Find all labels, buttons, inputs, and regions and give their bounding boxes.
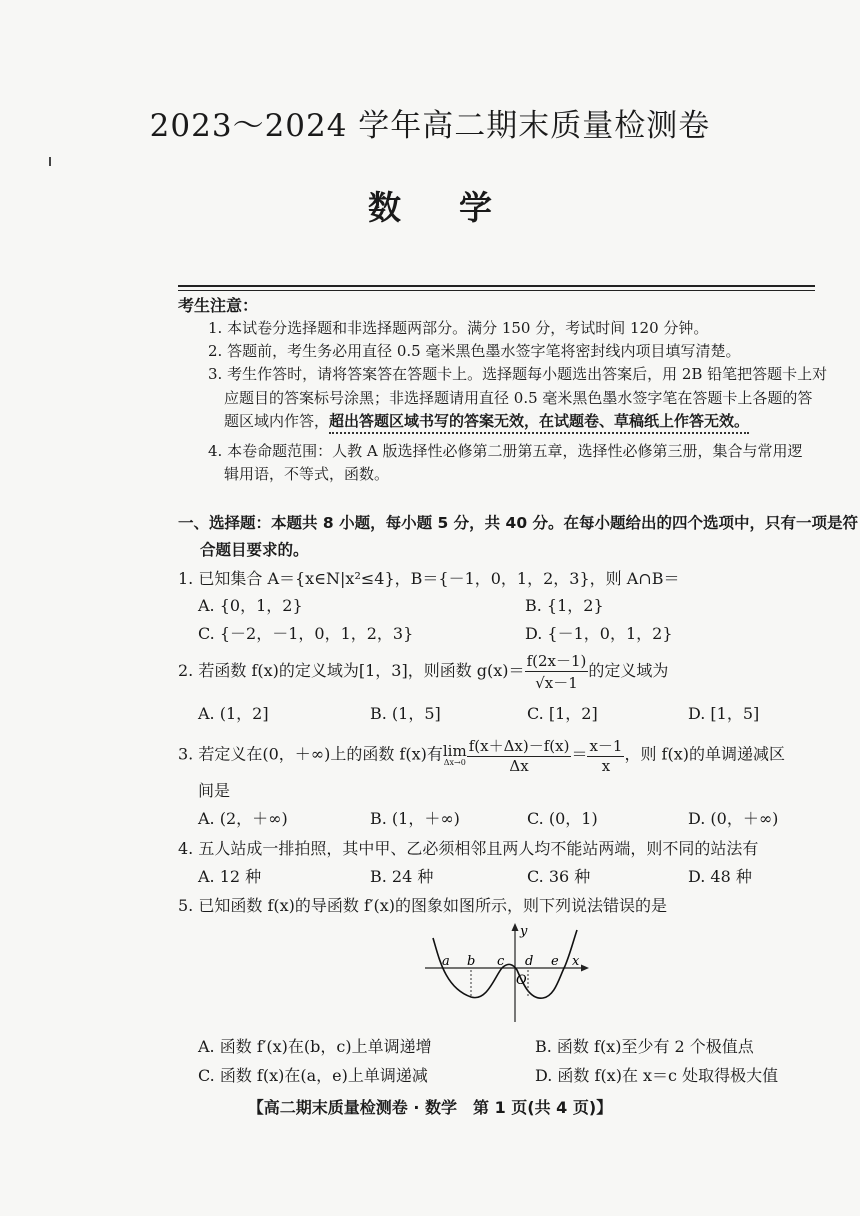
header-rule [178, 285, 815, 287]
notice-item-3-line3-text: 题区域内作答， [224, 412, 330, 430]
q5-option-d: D. 函数 f(x)在 x＝c 处取得极大值 [535, 1066, 779, 1085]
q1-option-d: D. {－1，0，1，2} [525, 624, 673, 643]
q2-frac-num: f(2x－1) [526, 652, 587, 670]
notice-item-3-line2: 应题目的答案标号涂黑；非选择题请用直径 0.5 毫米黑色墨水签字笔在答题卡上各题的答 [224, 389, 813, 407]
q3-limit [442, 741, 467, 767]
q2-option-b: B. (1，5] [370, 704, 441, 723]
q3-stem-cont: 间是 [198, 781, 231, 800]
q1-option-b: B. {1，2} [525, 596, 604, 615]
section-1-heading: 一、选择题：本题共 8 小题，每小题 5 分，共 40 分。在每小题给出的四个选项中，只有一项是符 [178, 514, 859, 532]
q3-frac2-den: x [601, 757, 611, 775]
q2-stem [178, 650, 668, 693]
notice-item-2: 2. 答题前，考生务必用直径 0.5 毫米黑色墨水签字笔将密封线内项目填写清楚。 [208, 342, 741, 360]
exam-title: 2023～2024 学年高二期末质量检测卷 [149, 108, 711, 144]
notice-heading: 考生注意： [178, 296, 259, 315]
q4-option-a: A. 12 种 [198, 867, 262, 886]
label-x: x [572, 954, 580, 969]
scan-mark [49, 157, 51, 166]
q1-stem: 1. 已知集合 A＝{x∈N|x²≤4}，B＝{－1，0，1，2，3}，则 A∩B＝ [178, 569, 680, 588]
q2-fraction [525, 650, 589, 693]
q4-option-d: D. 48 种 [688, 867, 752, 886]
q1-option-a: A. {0，1，2} [198, 596, 303, 615]
q4-option-c: C. 36 种 [527, 867, 591, 886]
label-a: a [442, 954, 450, 969]
label-e: e [551, 954, 559, 969]
q3-stem-a: 3. 若定义在(0，＋∞)上的函数 f(x)有 [178, 744, 443, 764]
notice-item-3-line1: 3. 考生作答时，请将答案答在答题卡上。选择题每小题选出答案后，用 2B 铅笔把答题卡上对 [208, 365, 828, 383]
subject-title: 数学 [368, 188, 550, 227]
q3-frac1-num: f(x＋Δx)－f(x) [468, 737, 570, 755]
q4-option-b: B. 24 种 [370, 867, 434, 886]
notice-item-3-emphasis: 超出答题区域书写的答案无效，在试题卷、草稿纸上作答无效。 [329, 412, 749, 434]
q3-option-b: B. (1，＋∞) [370, 809, 460, 828]
q3-stem-b: ，则 f(x)的单调递减区 [624, 744, 785, 764]
q2-frac-den: √x－1 [535, 674, 578, 692]
q3-frac1-den: Δx [509, 757, 529, 775]
q3-option-a: A. (2，＋∞) [198, 809, 288, 828]
q5-derivative-graph [425, 918, 595, 1026]
q3-lim-sub: Δx→0 [443, 757, 466, 767]
x-axis-arrow [581, 965, 589, 972]
notice-item-3-line3 [224, 410, 749, 431]
q3-fraction-1 [467, 735, 572, 775]
q2-option-d: D. [1，5] [688, 704, 760, 723]
q5-option-c: C. 函数 f(x)在(a，e)上单调递减 [198, 1066, 428, 1085]
label-c: c [497, 954, 505, 969]
q1-option-c: C. {－2，－1，0，1，2，3} [198, 624, 414, 643]
notice-item-4-line2: 辑用语，不等式，函数。 [224, 465, 390, 483]
q5-stem: 5. 已知函数 f(x)的导函数 f′(x)的图象如图所示，则下列说法错误的是 [178, 896, 668, 915]
q2-stem-a: 2. 若函数 f(x)的定义域为[1，3]，则函数 g(x)＝ [178, 661, 525, 680]
label-d: d [525, 954, 534, 969]
q4-stem: 4. 五人站成一排拍照，其中甲、乙必须相邻且两人均不能站两端，则不同的站法有 [178, 839, 759, 858]
notice-item-1: 1. 本试卷分选择题和非选择题两部分。满分 150 分，考试时间 120 分钟。 [208, 319, 709, 337]
label-y: y [520, 924, 528, 939]
q5-option-b: B. 函数 f(x)至少有 2 个极值点 [535, 1037, 754, 1056]
q3-equals: ＝ [571, 744, 588, 764]
q3-fraction-2 [587, 735, 624, 775]
section-1-heading-cont: 合题目要求的。 [200, 541, 309, 559]
q3-frac2-num: x－1 [589, 737, 623, 755]
q3-option-c: C. (0，1) [527, 809, 598, 828]
q2-stem-b: 的定义域为 [588, 661, 669, 680]
page-footer: 【高二期末质量检测卷 · 数学 第 1 页(共 4 页)】 [247, 1098, 613, 1117]
label-origin: O [516, 973, 527, 988]
q3-option-d: D. (0，＋∞) [688, 809, 779, 828]
q5-option-a: A. 函数 f′(x)在(b，c)上单调递增 [198, 1037, 432, 1056]
y-axis-arrow [512, 923, 519, 931]
notice-item-4-line1: 4. 本卷命题范围：人教 A 版选择性必修第二册第五章，选择性必修第三册，集合与常用逻 [208, 442, 803, 460]
header-rule-thin [178, 290, 815, 291]
q2-option-a: A. (1，2] [198, 704, 269, 723]
q2-option-c: C. [1，2] [527, 704, 598, 723]
q3-lim-word: lim [442, 741, 467, 760]
q3-stem [178, 735, 785, 775]
label-b: b [467, 954, 476, 969]
